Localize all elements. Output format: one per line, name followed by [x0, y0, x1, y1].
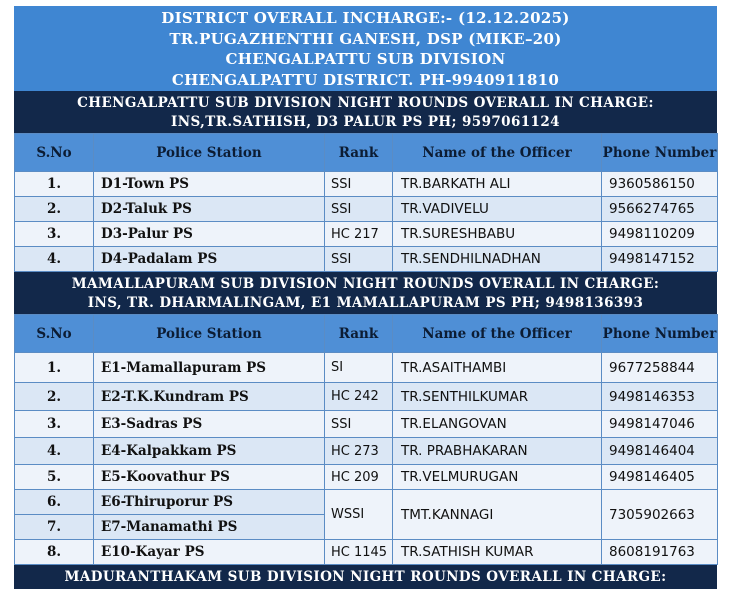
row-officer: TR.ASAITHAMBI	[393, 353, 602, 383]
row-rank: SSI	[325, 172, 393, 197]
row-sno: 2.	[15, 197, 94, 222]
header-phone: Phone Number	[602, 315, 718, 353]
row-phone: 9498146404	[602, 438, 718, 465]
row-officer: TMT.KANNAGI	[393, 490, 602, 540]
table-row	[15, 490, 718, 515]
row-rank: HC 273	[325, 438, 393, 465]
table-row	[15, 197, 718, 222]
section-mamallapuram-title	[14, 272, 717, 314]
section-chengalpattu-title	[14, 91, 717, 133]
row-station: E3-Sadras PS	[94, 411, 325, 438]
row-station: E6-Thiruporur PS	[94, 490, 325, 515]
header-phone: Phone Number	[602, 134, 718, 172]
row-officer: TR.SATHISH KUMAR	[393, 540, 602, 565]
table-row	[15, 247, 718, 272]
header-sno: S.No	[15, 315, 94, 353]
row-station: E10-Kayar PS	[94, 540, 325, 565]
row-station: E1-Mamallapuram PS	[94, 353, 325, 383]
section-title-line-1: CHENGALPATTU SUB DIVISION NIGHT ROUNDS OVERALL IN CHARGE:	[77, 95, 654, 111]
banner-line-4: CHENGALPATTU DISTRICT. PH-9940911810	[171, 70, 560, 89]
row-phone: 9498110209	[602, 222, 718, 247]
header-rank: Rank	[325, 134, 393, 172]
row-phone: 9677258844	[602, 353, 718, 383]
chengalpattu-roster-table	[14, 133, 718, 272]
row-sno: 2.	[15, 383, 94, 411]
row-officer: TR.BARKATH ALI	[393, 172, 602, 197]
row-rank: HC 1145	[325, 540, 393, 565]
row-rank: SSI	[325, 197, 393, 222]
header-name: Name of the Officer	[393, 315, 602, 353]
row-station: E7-Manamathi PS	[94, 515, 325, 540]
section-title-line-1: MADURANTHAKAM SUB DIVISION NIGHT ROUNDS OVERALL IN CHARGE:	[64, 569, 667, 585]
table-row	[15, 353, 718, 383]
row-officer: TR.SURESHBABU	[393, 222, 602, 247]
section-title-line-2: INS,TR.SATHISH, D3 PALUR PS PH; 9597061124	[171, 113, 560, 130]
section-title-line-1: MAMALLAPURAM SUB DIVISION NIGHT ROUNDS OVERALL IN CHARGE:	[71, 276, 660, 292]
row-officer: TR.VADIVELU	[393, 197, 602, 222]
row-phone: 9566274765	[602, 197, 718, 222]
row-sno: 5.	[15, 465, 94, 490]
row-rank: SSI	[325, 247, 393, 272]
banner-line-1: DISTRICT OVERALL INCHARGE:- (12.12.2025)	[161, 9, 570, 27]
row-officer: TR.VELMURUGAN	[393, 465, 602, 490]
row-station: E4-Kalpakkam PS	[94, 438, 325, 465]
row-rank: HC 242	[325, 383, 393, 411]
row-phone: 7305902663	[602, 490, 718, 540]
section-maduranthakam-title	[14, 565, 717, 589]
row-officer: TR. PRABHAKARAN	[393, 438, 602, 465]
row-phone: 9498147046	[602, 411, 718, 438]
table-row	[15, 222, 718, 247]
table-header-row	[15, 134, 718, 172]
row-officer: TR.SENTHILKUMAR	[393, 383, 602, 411]
row-station: E2-T.K.Kundram PS	[94, 383, 325, 411]
row-sno: 3.	[15, 222, 94, 247]
header-station: Police Station	[94, 315, 325, 353]
banner-line-3: CHENGALPATTU SUB DIVISION	[225, 50, 506, 68]
row-sno: 8.	[15, 540, 94, 565]
row-rank: HC 217	[325, 222, 393, 247]
row-sno: 4.	[15, 247, 94, 272]
header-name: Name of the Officer	[393, 134, 602, 172]
row-sno: 4.	[15, 438, 94, 465]
table-row	[15, 411, 718, 438]
header-sno: S.No	[15, 134, 94, 172]
table-row	[15, 438, 718, 465]
header-rank: Rank	[325, 315, 393, 353]
table-row	[15, 172, 718, 197]
table-row	[15, 465, 718, 490]
row-station: E5-Koovathur PS	[94, 465, 325, 490]
row-phone: 9360586150	[602, 172, 718, 197]
row-sno: 6.	[15, 490, 94, 515]
section-title-line-2: INS, TR. DHARMALINGAM, E1 MAMALLAPURAM PS PH; 9498136393	[87, 294, 644, 311]
row-phone: 8608191763	[602, 540, 718, 565]
row-station: D3-Palur PS	[94, 222, 325, 247]
row-phone: 9498146353	[602, 383, 718, 411]
row-sno: 1.	[15, 172, 94, 197]
banner-line-2: TR.PUGAZHENTHI GANESH, DSP (MIKE–20)	[169, 29, 562, 48]
row-rank: HC 209	[325, 465, 393, 490]
row-sno: 1.	[15, 353, 94, 383]
row-rank: WSSI	[325, 490, 393, 540]
duty-roster-sheet	[14, 6, 717, 589]
row-phone: 9498146405	[602, 465, 718, 490]
header-station: Police Station	[94, 134, 325, 172]
row-station: D4-Padalam PS	[94, 247, 325, 272]
row-rank: SSI	[325, 411, 393, 438]
table-header-row	[15, 315, 718, 353]
table-row	[15, 540, 718, 565]
row-rank: SI	[325, 353, 393, 383]
row-sno: 7.	[15, 515, 94, 540]
row-officer: TR.SENDHILNADHAN	[393, 247, 602, 272]
row-officer: TR.ELANGOVAN	[393, 411, 602, 438]
row-station: D2-Taluk PS	[94, 197, 325, 222]
mamallapuram-roster-table	[14, 314, 718, 565]
table-row	[15, 383, 718, 411]
row-phone: 9498147152	[602, 247, 718, 272]
district-incharge-banner	[14, 6, 717, 91]
row-sno: 3.	[15, 411, 94, 438]
row-station: D1-Town PS	[94, 172, 325, 197]
